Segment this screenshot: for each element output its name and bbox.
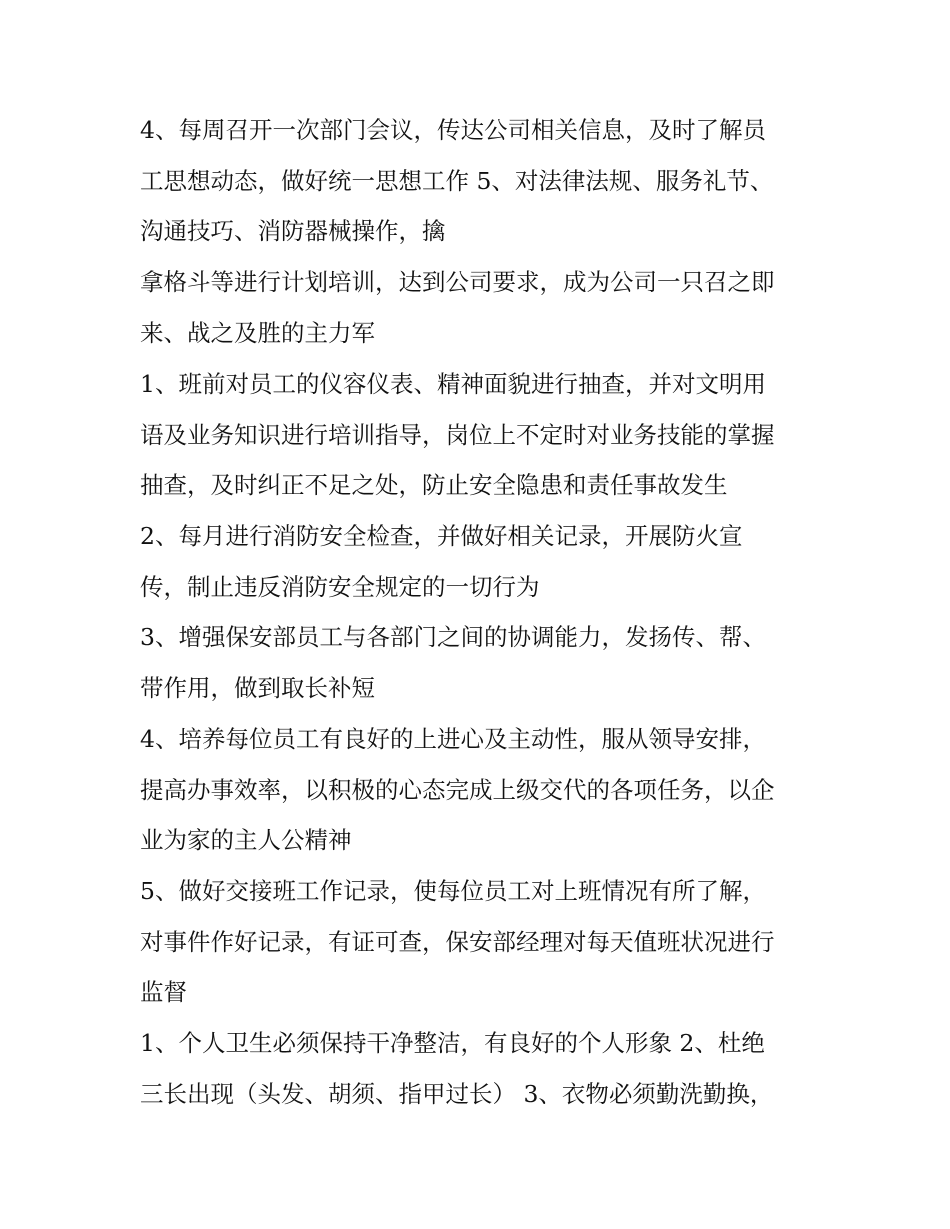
text-line: 监督 <box>140 978 187 1006</box>
text-line: 三长出现（头发、胡须、指甲过长） 3、衣物必须勤洗勤换， <box>140 1080 774 1108</box>
text-line: 1、个人卫生必须保持干净整洁，有良好的个人形象 2、杜绝 <box>140 1029 765 1057</box>
text-line: 沟通技巧、消防器械操作，擒 <box>140 217 446 245</box>
text-line: 提高办事效率，以积极的心态完成上级交代的各项任务，以企 <box>140 776 775 804</box>
text-line: 拿格斗等进行计划培训，达到公司要求，成为公司一只召之即 <box>140 268 775 296</box>
text-line: 2、每月进行消防安全检查，并做好相关记录，开展防火宣 <box>140 522 743 550</box>
text-line: 对事件作好记录，有证可查，保安部经理对每天值班状况进行 <box>140 928 775 956</box>
text-line: 4、培养每位员工有良好的上进心及主动性，服从领导安排， <box>140 725 766 753</box>
text-line: 抽查，及时纠正不足之处，防止安全隐患和责任事故发生 <box>140 471 728 499</box>
text-line: 工思想动态，做好统一思想工作 5、对法律法规、服务礼节、 <box>140 167 774 195</box>
text-line: 语及业务知识进行培训指导，岗位上不定时对业务技能的掌握 <box>140 421 775 449</box>
text-line: 4、每周召开一次部门会议，传达公司相关信息，及时了解员 <box>140 116 766 144</box>
text-line: 来、战之及胜的主力军 <box>140 319 375 347</box>
text-line: 业为家的主人公精神 <box>140 826 352 854</box>
text-line: 1、班前对员工的仪容仪表、精神面貌进行抽查，并对文明用 <box>140 370 766 398</box>
text-line: 带作用，做到取长补短 <box>140 674 375 702</box>
text-line: 5、做好交接班工作记录，使每位员工对上班情况有所了解， <box>140 877 766 905</box>
text-line: 3、增强保安部员工与各部门之间的协调能力，发扬传、帮、 <box>140 623 766 651</box>
text-line: 传，制止违反消防安全规定的一切行为 <box>140 573 540 601</box>
